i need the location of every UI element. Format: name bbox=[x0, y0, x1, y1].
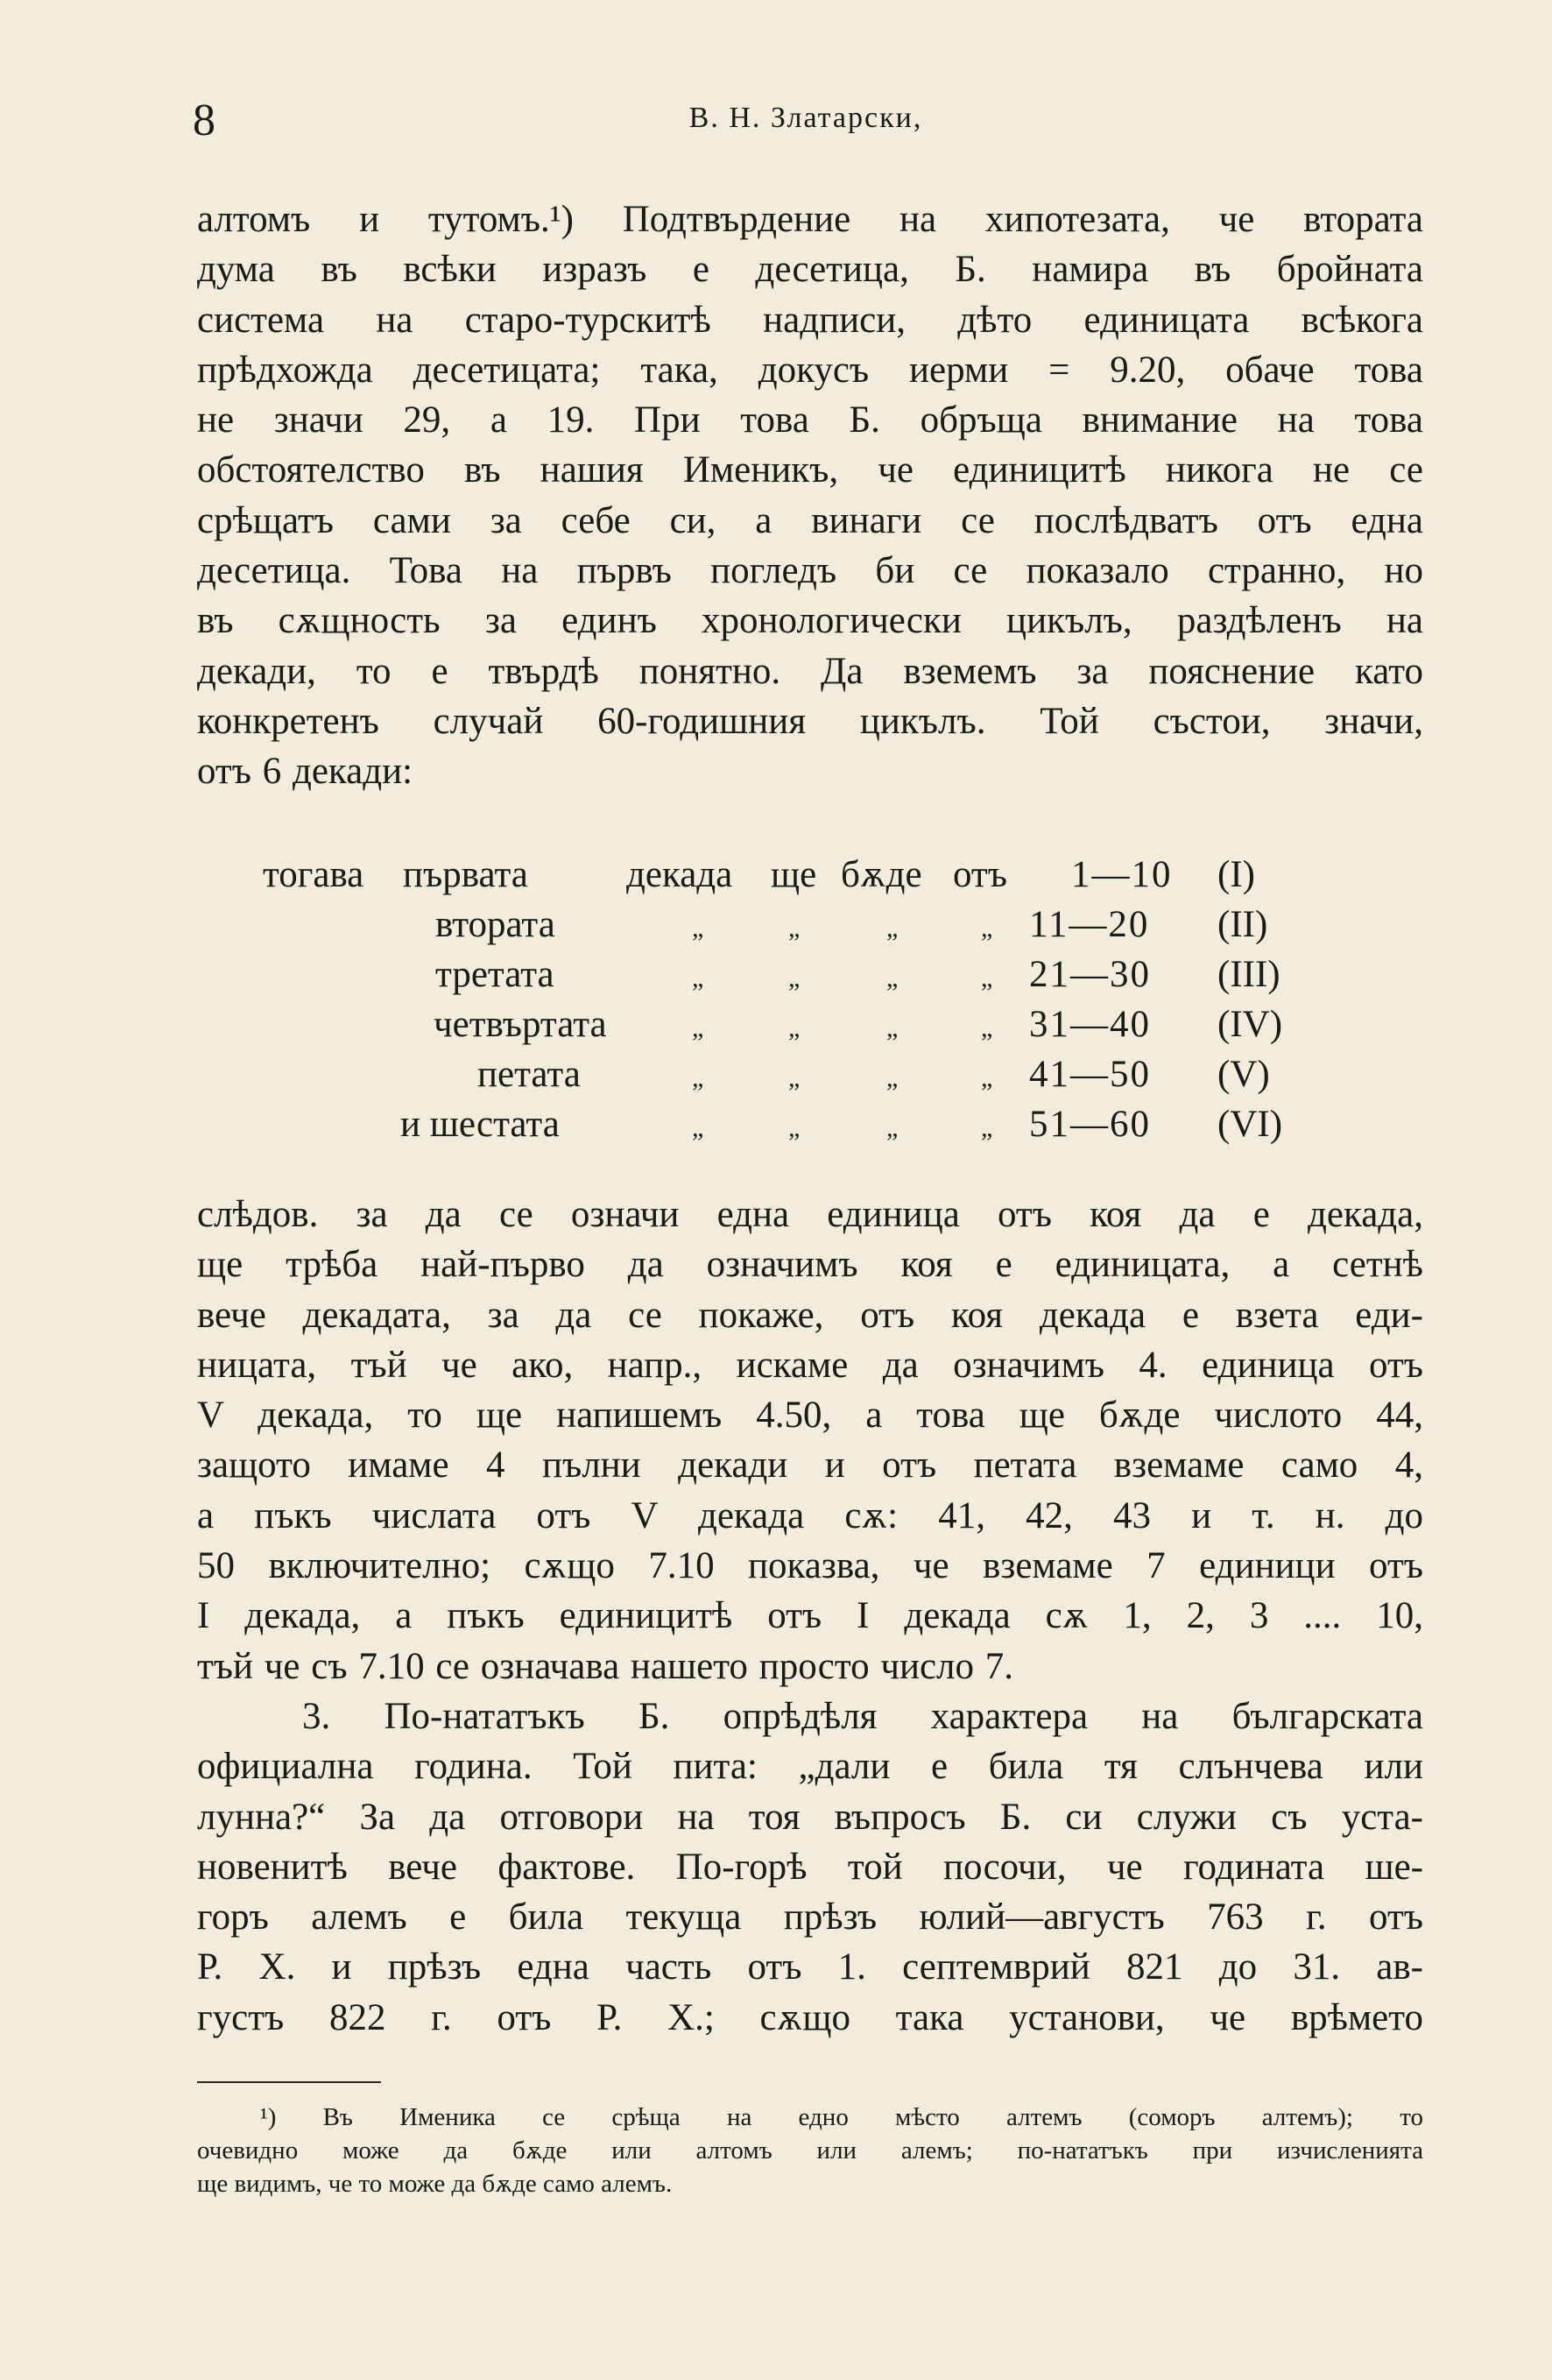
decade-range: 31—40 bbox=[1029, 1004, 1151, 1045]
ditto-mark: „ bbox=[692, 964, 704, 992]
ditto-mark: „ bbox=[981, 964, 993, 992]
ditto-mark: „ bbox=[886, 1013, 899, 1042]
text-line: официална година. Той пита: „дали е била тя слънчева или bbox=[197, 1746, 1423, 1788]
decade-row bbox=[263, 1049, 1296, 1099]
text-line: ницата, тъй че ако, напр., искаме да означимъ 4. единица отъ bbox=[197, 1344, 1423, 1386]
text-line: отъ 6 декади: bbox=[197, 751, 413, 793]
text-line: густъ 822 г. отъ Р. Х.; сѫщо така установи, че врѣмето bbox=[197, 1996, 1423, 2038]
footnote-line: очевидно може да бѫде или алтомъ или алемъ; по-нататъкъ при изчисленията bbox=[197, 2136, 1423, 2165]
decade-roman: (V) bbox=[1217, 1054, 1270, 1095]
text-line: защото имаме 4 пълни декади и отъ петата вземаме само 4, bbox=[197, 1444, 1423, 1487]
text-line: тъй че съ 7.10 се означава нашето просто число 7. bbox=[197, 1645, 1014, 1687]
page-header bbox=[193, 95, 1419, 147]
text-line: Р. Х. и прѣзъ една часть отъ 1. септемврий 821 до 31. ав- bbox=[197, 1946, 1423, 1988]
decade-label: първата bbox=[403, 854, 528, 895]
text-line: система на старо-турскитѣ надписи, дѣто единицата всѣкога bbox=[197, 299, 1423, 341]
ditto-mark: „ bbox=[886, 914, 899, 943]
table-header-word: декада bbox=[626, 854, 733, 895]
ditto-mark: „ bbox=[692, 1013, 704, 1042]
ditto-mark: „ bbox=[788, 1063, 801, 1092]
text-line: вече декадата, за да се покаже, отъ коя декада е взета еди- bbox=[197, 1294, 1423, 1336]
ditto-mark: „ bbox=[886, 1063, 899, 1092]
text-line: въ сѫщность за единъ хронологически цикълъ, раздѣленъ на bbox=[197, 600, 1423, 642]
ditto-mark: „ bbox=[788, 1013, 801, 1042]
paragraph-1 bbox=[197, 194, 1423, 797]
text-line: горъ алемъ е била текуща прѣзъ юлий—августъ 763 г. отъ bbox=[197, 1896, 1423, 1939]
decade-roman: (VI) bbox=[1217, 1104, 1283, 1145]
ditto-mark: „ bbox=[692, 1063, 704, 1092]
decade-label: и шестата bbox=[400, 1104, 560, 1145]
ditto-mark: „ bbox=[981, 1113, 993, 1142]
text-line: дума въ всѣки изразъ е десетица, Б. намира въ бройната bbox=[197, 249, 1423, 291]
ditto-mark: „ bbox=[692, 1113, 704, 1142]
decade-table bbox=[263, 850, 1296, 1149]
text-line: не значи 29, а 19. При това Б. обръща внимание на това bbox=[197, 399, 1423, 441]
ditto-mark: „ bbox=[788, 964, 801, 992]
table-header-word: отъ bbox=[953, 854, 1007, 895]
footnote-rule bbox=[197, 2081, 381, 2083]
text-line: прѣдхожда десетицата; така, докусъ иерми = 9.20, обаче това bbox=[197, 349, 1423, 391]
decade-range: 11—20 bbox=[1029, 904, 1150, 945]
decade-range: 21—30 bbox=[1029, 954, 1151, 995]
text-line: слѣдов. за да се означи една единица отъ коя да е декада, bbox=[197, 1194, 1423, 1235]
table-header-word: бѫде bbox=[841, 854, 922, 895]
text-line: 3. По-нататъкъ Б. опрѣдѣля характера на българската bbox=[302, 1695, 1423, 1737]
running-title: В. Н. Златарски, bbox=[688, 102, 923, 134]
ditto-mark: „ bbox=[981, 1063, 993, 1092]
text-line: декади, то е твърдѣ понятно. Да вземемъ за пояснение като bbox=[197, 650, 1423, 692]
ditto-mark: „ bbox=[692, 914, 704, 943]
footnote-line: ще видимъ, че то може да бѫде само алемъ. bbox=[197, 2170, 673, 2198]
decade-label: четвъртата bbox=[434, 1004, 607, 1045]
text-line: конкретенъ случай 60-годишния цикълъ. Той състои, значи, bbox=[197, 700, 1423, 742]
decade-roman: (III) bbox=[1217, 954, 1280, 995]
decade-range: 41—50 bbox=[1029, 1054, 1151, 1095]
ditto-mark: „ bbox=[788, 914, 801, 943]
text-line: обстоятелство въ нашия Именикъ, че единицитѣ никога не се bbox=[197, 449, 1423, 491]
decade-row bbox=[263, 999, 1296, 1049]
text-line: V декада, то ще напишемъ 4.50, а това ще бѫде числото 44, bbox=[197, 1395, 1423, 1437]
decade-row bbox=[263, 850, 1296, 900]
table-intro-word: тогава bbox=[263, 854, 364, 895]
decade-roman: (IV) bbox=[1217, 1004, 1283, 1045]
decade-label: петата bbox=[477, 1054, 581, 1095]
paragraphs-2-3 bbox=[197, 1190, 1423, 2043]
decade-range: 51—60 bbox=[1029, 1104, 1151, 1145]
page-number: 8 bbox=[193, 95, 215, 145]
text-line: алтомъ и тутомъ.¹) Подтвърдение на хипотезата, че втората bbox=[197, 199, 1423, 240]
text-line: а пъкъ числата отъ V декада сѫ: 41, 42, 43 и т. н. до bbox=[197, 1494, 1423, 1536]
text-line: ще трѣба най-първо да означимъ коя е единицата, а сетнѣ bbox=[197, 1244, 1423, 1286]
text-line: лунна?“ За да отговори на тоя въпросъ Б. си служи съ уста- bbox=[197, 1796, 1423, 1838]
table-header-word: ще bbox=[771, 854, 817, 895]
decade-roman: (II) bbox=[1217, 904, 1268, 945]
footnote bbox=[197, 2101, 1423, 2200]
text-line: 50 включително; сѫщо 7.10 показва, че вземаме 7 единици отъ bbox=[197, 1545, 1423, 1587]
text-line: десетица. Това на първъ погледъ би се показало странно, но bbox=[197, 550, 1423, 592]
decade-row bbox=[263, 950, 1296, 999]
decade-label: третата bbox=[435, 954, 554, 995]
decade-row bbox=[263, 1099, 1296, 1149]
decade-range: 1—10 bbox=[1071, 854, 1173, 895]
ditto-mark: „ bbox=[886, 964, 899, 992]
ditto-mark: „ bbox=[886, 1113, 899, 1142]
footnote-line: ¹) Въ Именика се срѣща на едно мѣсто алтемъ (соморъ алтемъ); то bbox=[260, 2103, 1423, 2131]
ditto-mark: „ bbox=[788, 1113, 801, 1142]
decade-roman: (I) bbox=[1217, 854, 1255, 895]
ditto-mark: „ bbox=[981, 914, 993, 943]
text-line: I декада, а пъкъ единицитѣ отъ I декада сѫ 1, 2, 3 .... 10, bbox=[197, 1595, 1423, 1637]
decade-row bbox=[263, 900, 1296, 950]
decade-label: втората bbox=[435, 904, 555, 945]
ditto-mark: „ bbox=[981, 1013, 993, 1042]
text-line: новенитѣ вече фактове. По-горѣ той посочи, че годината ше- bbox=[197, 1846, 1423, 1888]
text-line: срѣщатъ сами за себе си, а винаги се послѣдватъ отъ една bbox=[197, 499, 1423, 541]
